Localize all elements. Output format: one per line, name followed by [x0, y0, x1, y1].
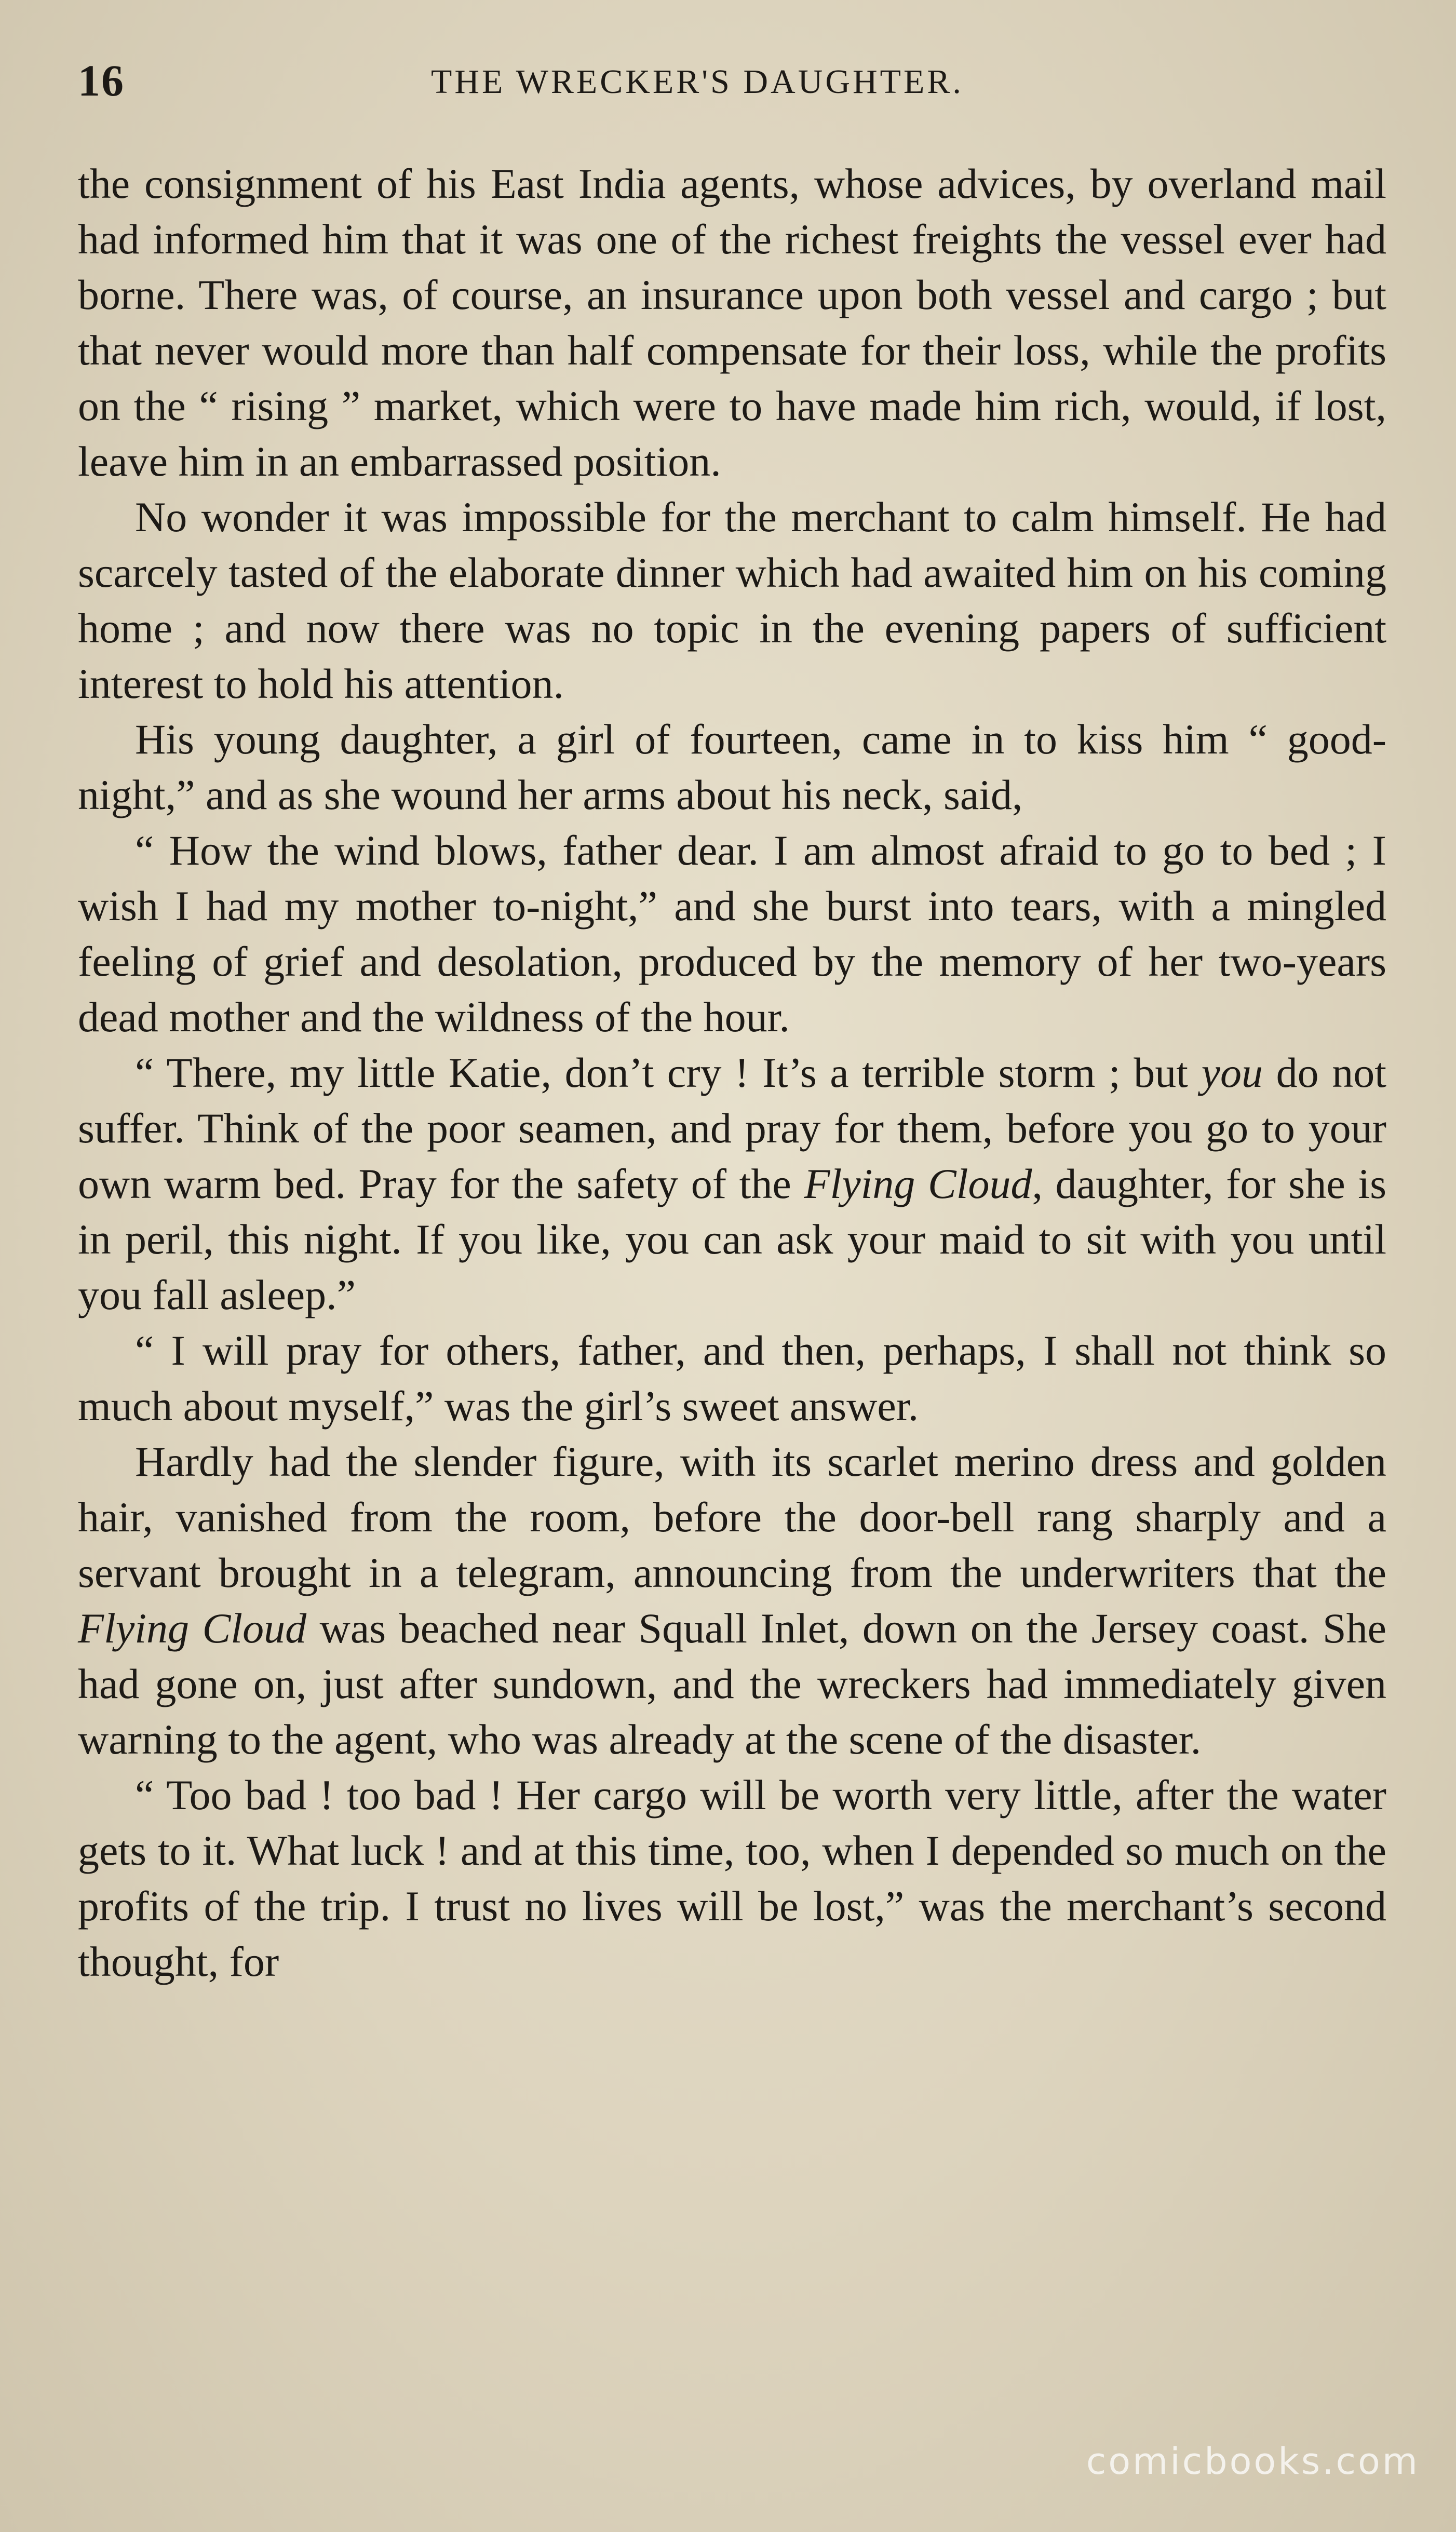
- paragraph: [78, 1045, 1386, 1323]
- text-run: “ Too bad ! too bad ! Her cargo will be worth very little, after the water gets to it. What luck ! and at this time, too, when I depended so much on the profits of the trip. I trust no lives will be lost,” was the merchant’s second thought, for: [78, 1771, 1386, 1985]
- page-number: 16: [78, 56, 125, 105]
- italic-text: you: [1201, 1049, 1263, 1096]
- watermark: comicbooks.com: [1086, 2440, 1420, 2483]
- paragraph: [78, 823, 1386, 1045]
- italic-text: Flying Cloud: [78, 1605, 307, 1652]
- paragraph: [78, 1767, 1386, 1989]
- text-run: “ There, my little Katie, don’t cry ! It’s a terrible storm ; but: [135, 1049, 1202, 1096]
- text-run: His young daughter, a girl of fourteen, came in to kiss him “ good-night,” and as she wound her arms about his neck, said,: [78, 716, 1386, 818]
- text-run: “ How the wind blows, father dear. I am almost afraid to go to bed ; I wish I had my mother to-night,” and she burst into tears, with a mingled feeling of grief and desolation, produced by the memory of her two-years dead mother and the wildness of the hour.: [78, 827, 1386, 1041]
- text-run: was beached near Squall Inlet, down on the Jersey coast. She had gone on, just after sundown, and the wreckers had immediately given warning to the agent, who was already at the scene of the disaster.: [78, 1605, 1386, 1763]
- text-run: “ I will pray for others, father, and then, perhaps, I shall not think so much about myself,” was the girl’s sweet answer.: [78, 1327, 1386, 1430]
- text-run: , daughter, for she is in peril, this night. If you like, you can ask your maid to sit with you until you fall asleep.”: [78, 1160, 1386, 1318]
- text-run: do not suffer. Think of the poor seamen, and pray for them, before you go to your own warm bed. Pray for the safety of the: [78, 1049, 1386, 1207]
- text-run: No wonder it was impossible for the merchant to calm himself. He had scarcely tasted of the elaborate dinner which had awaited him on his coming home ; and now there was no topic in the evening papers of sufficient interest to hold his attention.: [78, 493, 1386, 707]
- page-header: [78, 49, 1386, 112]
- italic-text: Flying Cloud: [804, 1160, 1032, 1207]
- paragraph: [78, 711, 1386, 823]
- text-run: the consignment of his East India agents, whose advices, by overland mail had informed him that it was one of the richest freights the vessel ever had borne. There was, of course, an insurance upon both vessel and cargo ; but that never would more than half compensate for their loss, while the profits on the “ rising ” market, which were to have made him rich, would, if lost, leave him in an embarrassed position.: [78, 160, 1386, 485]
- body-text: [78, 156, 1386, 1989]
- text-run: Hardly had the slender figure, with its scarlet merino dress and golden hair, vanished from the room, before the door-bell rang sharply and a servant brought in a telegram, announcing from the underwriters that the: [78, 1438, 1386, 1596]
- paragraph: [78, 489, 1386, 711]
- paragraph: [78, 1323, 1386, 1434]
- paragraph: [78, 156, 1386, 489]
- running-head: THE WRECKER'S DAUGHTER.: [431, 63, 964, 101]
- paragraph: [78, 1434, 1386, 1767]
